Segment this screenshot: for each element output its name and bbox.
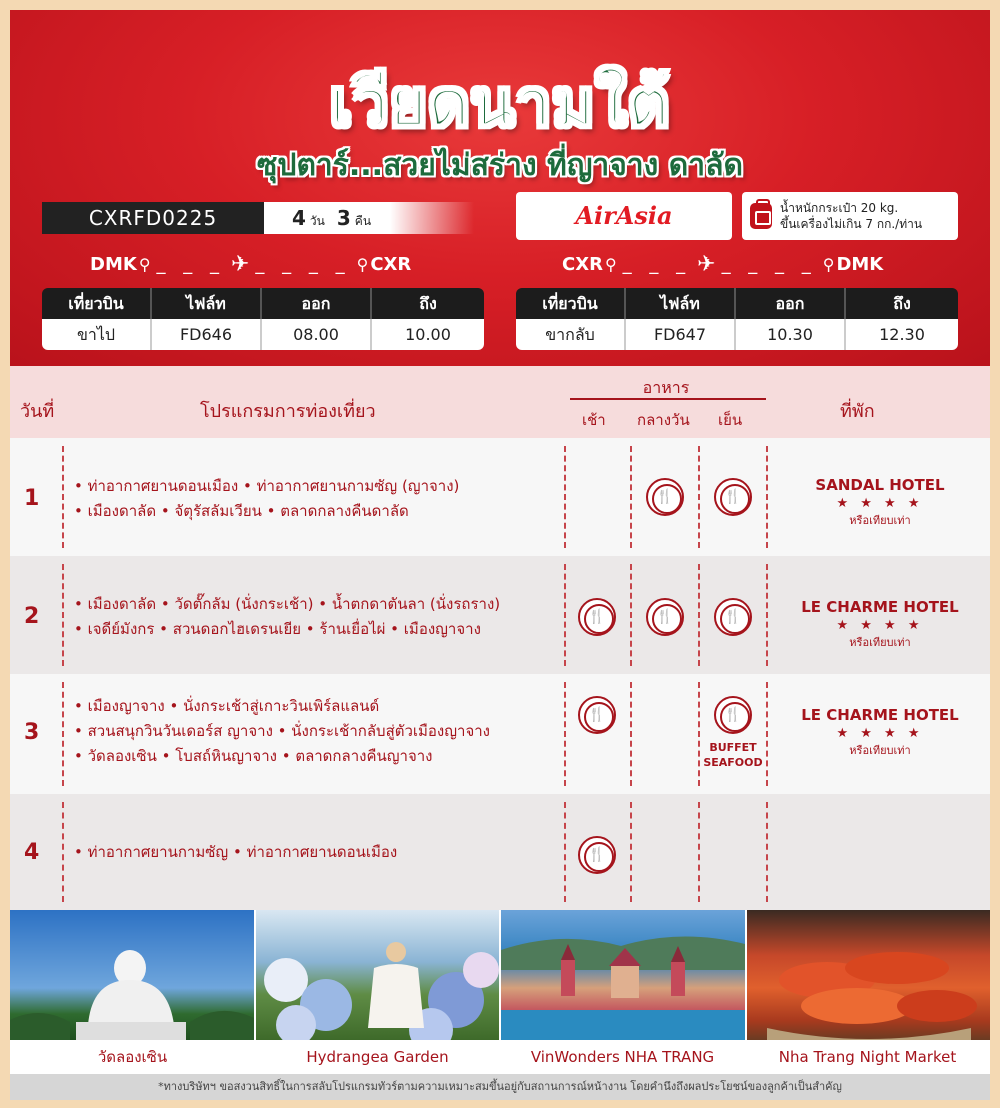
col-header-program: โปรแกรมการท่องเที่ยว — [200, 401, 376, 422]
col-header-flight-no: ไฟล์ท — [152, 288, 262, 319]
photo-hydrangea-garden — [256, 910, 500, 1040]
hotel-equivalent-note: หรือเทียบเท่า — [849, 514, 911, 527]
photo-caption: วัดลองเซิน — [97, 1048, 168, 1066]
col-header-flight: เที่ยวบิน — [516, 288, 626, 319]
photo-caption: Nha Trang Night Market — [778, 1048, 957, 1066]
origin-code: CXR — [562, 253, 603, 275]
activity-line: • เจดีย์มังกร • สวนดอกไฮเดรนเยีย • ร้านเยื่อไผ่ • เมืองญาจาง — [74, 620, 481, 638]
location-pin-icon: ⚲ — [822, 254, 835, 274]
breakfast-meal-icon: 🍴 — [578, 598, 616, 636]
luggage-icon — [750, 203, 772, 229]
hotel-stars: ★ ★ ★ ★ — [836, 726, 924, 741]
flight-direction: ขากลับ — [516, 319, 626, 350]
activity-line: • สวนสนุกวินวันเดอร์ส ญาจาง • นั่งกระเช้ากลับสู่ตัวเมืองญาจาง — [74, 722, 490, 740]
buffet-label: BUFFET — [709, 741, 757, 754]
activity-line: • เมืองดาลัด • จัตุรัสลัมเวียน • ตลาดกลางคืนดาลัด — [74, 502, 409, 520]
dinner-note — [698, 740, 768, 770]
location-pin-icon: ⚲ — [604, 254, 617, 274]
baggage-weight: น้ำหนักกระเป๋า 20 kg. — [780, 201, 899, 215]
route-dashes: _ _ _ — [622, 253, 692, 275]
day-activities — [74, 474, 459, 524]
hotel-stars: ★ ★ ★ ★ — [836, 618, 924, 633]
hotel-name: LE CHARME HOTEL — [801, 598, 959, 616]
col-header-meals: อาหาร — [642, 378, 690, 397]
col-header-hotel: ที่พัก — [840, 401, 875, 422]
activity-line: • วัดลองเซิน • โบสถ์หินญาจาง • ตลาดกลางคืนญาจาง — [74, 747, 433, 765]
col-header-arrive: ถึง — [846, 288, 958, 319]
col-header-flight-no: ไฟล์ท — [626, 288, 736, 319]
nights-count: 3 — [336, 206, 351, 230]
col-header-arrive: ถึง — [372, 288, 484, 319]
baggage-info — [742, 192, 958, 240]
dinner-meal-icon: 🍴 — [714, 696, 752, 734]
hotel-name: SANDAL HOTEL — [815, 476, 945, 494]
photo-vinwonders — [501, 910, 745, 1040]
lobster-seafood-image — [747, 910, 991, 1040]
activity-line: • เมืองดาลัด • วัดตั๊กลัม (นั่งกระเช้า) • น้ำตกดาตันลา (นั่งรถราง) — [74, 595, 501, 613]
hotel-equivalent-note: หรือเทียบเท่า — [849, 636, 911, 649]
schedule-header — [10, 366, 990, 438]
destination-code: CXR — [370, 253, 412, 275]
day-row-3 — [10, 674, 990, 794]
poster — [10, 10, 990, 1100]
photo-captions — [10, 1040, 990, 1074]
baggage-carryon: ขึ้นเครื่องไม่เกิน 7 กก./ท่าน — [780, 217, 923, 231]
day-activities — [74, 592, 500, 642]
day-activities — [74, 694, 490, 769]
hotel-stars: ★ ★ ★ ★ — [836, 496, 924, 511]
photo-night-market — [747, 910, 991, 1040]
photo-caption: VinWonders NHA TRANG — [530, 1048, 715, 1066]
breakfast-meal-icon: 🍴 — [578, 696, 616, 734]
day-row-4 — [10, 794, 990, 910]
hydrangea-garden-image — [256, 910, 500, 1040]
buddha-statue-image — [10, 910, 254, 1040]
route-dashes: _ _ _ _ — [721, 253, 817, 275]
seafood-label: SEAFOOD — [703, 756, 763, 769]
airplane-icon: ✈ — [697, 251, 716, 277]
breakfast-meal-icon: 🍴 — [578, 836, 616, 874]
return-route — [562, 250, 883, 278]
outbound-route — [90, 250, 411, 278]
col-header-flight: เที่ยวบิน — [42, 288, 152, 319]
day-row-2 — [10, 556, 990, 674]
lunch-meal-icon: 🍴 — [646, 478, 684, 516]
activity-line: • เมืองญาจาง • นั่งกระเช้าสู่เกาะวินเพิร์ลแลนด์ — [74, 697, 380, 715]
nights-unit: คืน — [354, 214, 372, 228]
page-subtitle: ซุปตาร์...สวยไม่สร่าง ที่ญาจาง ดาลัด — [257, 148, 743, 183]
tour-duration — [264, 202, 474, 234]
col-header-lunch: กลางวัน — [637, 411, 690, 429]
depart-time: 08.00 — [262, 319, 372, 350]
depart-time: 10.30 — [736, 319, 846, 350]
photo-gallery — [10, 910, 990, 1040]
col-header-dinner: เย็น — [718, 411, 743, 429]
hotel-name: LE CHARME HOTEL — [801, 706, 959, 724]
days-unit: วัน — [309, 214, 325, 228]
day-number: 1 — [24, 486, 40, 511]
destination-code: DMK — [836, 253, 884, 275]
photo-buddha-statue — [10, 910, 254, 1040]
disclaimer-footer: *ทางบริษัทฯ ขอสงวนสิทธิ์ในการสลับโปรแกรมทัวร์ตามความเหมาะสมขึ้นอยู่กับสถานการณ์หน้างาน โดยคำนึงถึงผลประโยชน์ของลูกค้าเป็นสำคัญ — [10, 1074, 990, 1100]
location-pin-icon: ⚲ — [138, 254, 151, 274]
tour-code: CXRFD0225 — [42, 202, 264, 234]
hotel-info — [780, 598, 980, 651]
hotel-equivalent-note: หรือเทียบเท่า — [849, 744, 911, 757]
airplane-icon: ✈ — [230, 251, 250, 277]
col-header-depart: ออก — [736, 288, 846, 319]
lunch-meal-icon: 🍴 — [646, 598, 684, 636]
divider — [570, 398, 766, 400]
origin-code: DMK — [90, 253, 137, 275]
day-number: 3 — [24, 720, 40, 745]
col-header-depart: ออก — [262, 288, 372, 319]
arrive-time: 10.00 — [372, 319, 484, 350]
activity-line: • ท่าอากาศยานกามซัญ • ท่าอากาศยานดอนเมือง — [74, 843, 398, 861]
dinner-meal-icon: 🍴 — [714, 478, 752, 516]
activity-line: • ท่าอากาศยานดอนเมือง • ท่าอากาศยานกามซัญ (ญาจาง) — [74, 477, 460, 495]
day-activities — [74, 840, 397, 865]
day-row-1 — [10, 438, 990, 556]
day-number: 4 — [24, 840, 40, 865]
location-pin-icon: ⚲ — [356, 254, 369, 274]
flight-direction: ขาไป — [42, 319, 152, 350]
header-banner — [10, 10, 990, 366]
outbound-flight-table — [42, 288, 484, 350]
return-flight-table — [516, 288, 958, 350]
route-dashes: _ _ _ — [156, 253, 225, 275]
airline-logo: AirAsia — [516, 192, 732, 240]
flight-number: FD647 — [626, 319, 736, 350]
col-header-day: วันที่ — [20, 401, 55, 422]
route-dashes: _ _ _ _ — [255, 253, 351, 275]
flight-number: FD646 — [152, 319, 262, 350]
hotel-info — [780, 706, 980, 759]
days-count: 4 — [292, 206, 306, 230]
vinwonders-image — [501, 910, 745, 1040]
photo-caption: Hydrangea Garden — [306, 1048, 449, 1066]
page-title: เวียดนามใต้ — [329, 67, 671, 141]
hotel-info — [780, 476, 980, 529]
col-header-breakfast: เช้า — [582, 411, 606, 429]
arrive-time: 12.30 — [846, 319, 958, 350]
day-number: 2 — [24, 604, 40, 629]
dinner-meal-icon: 🍴 — [714, 598, 752, 636]
